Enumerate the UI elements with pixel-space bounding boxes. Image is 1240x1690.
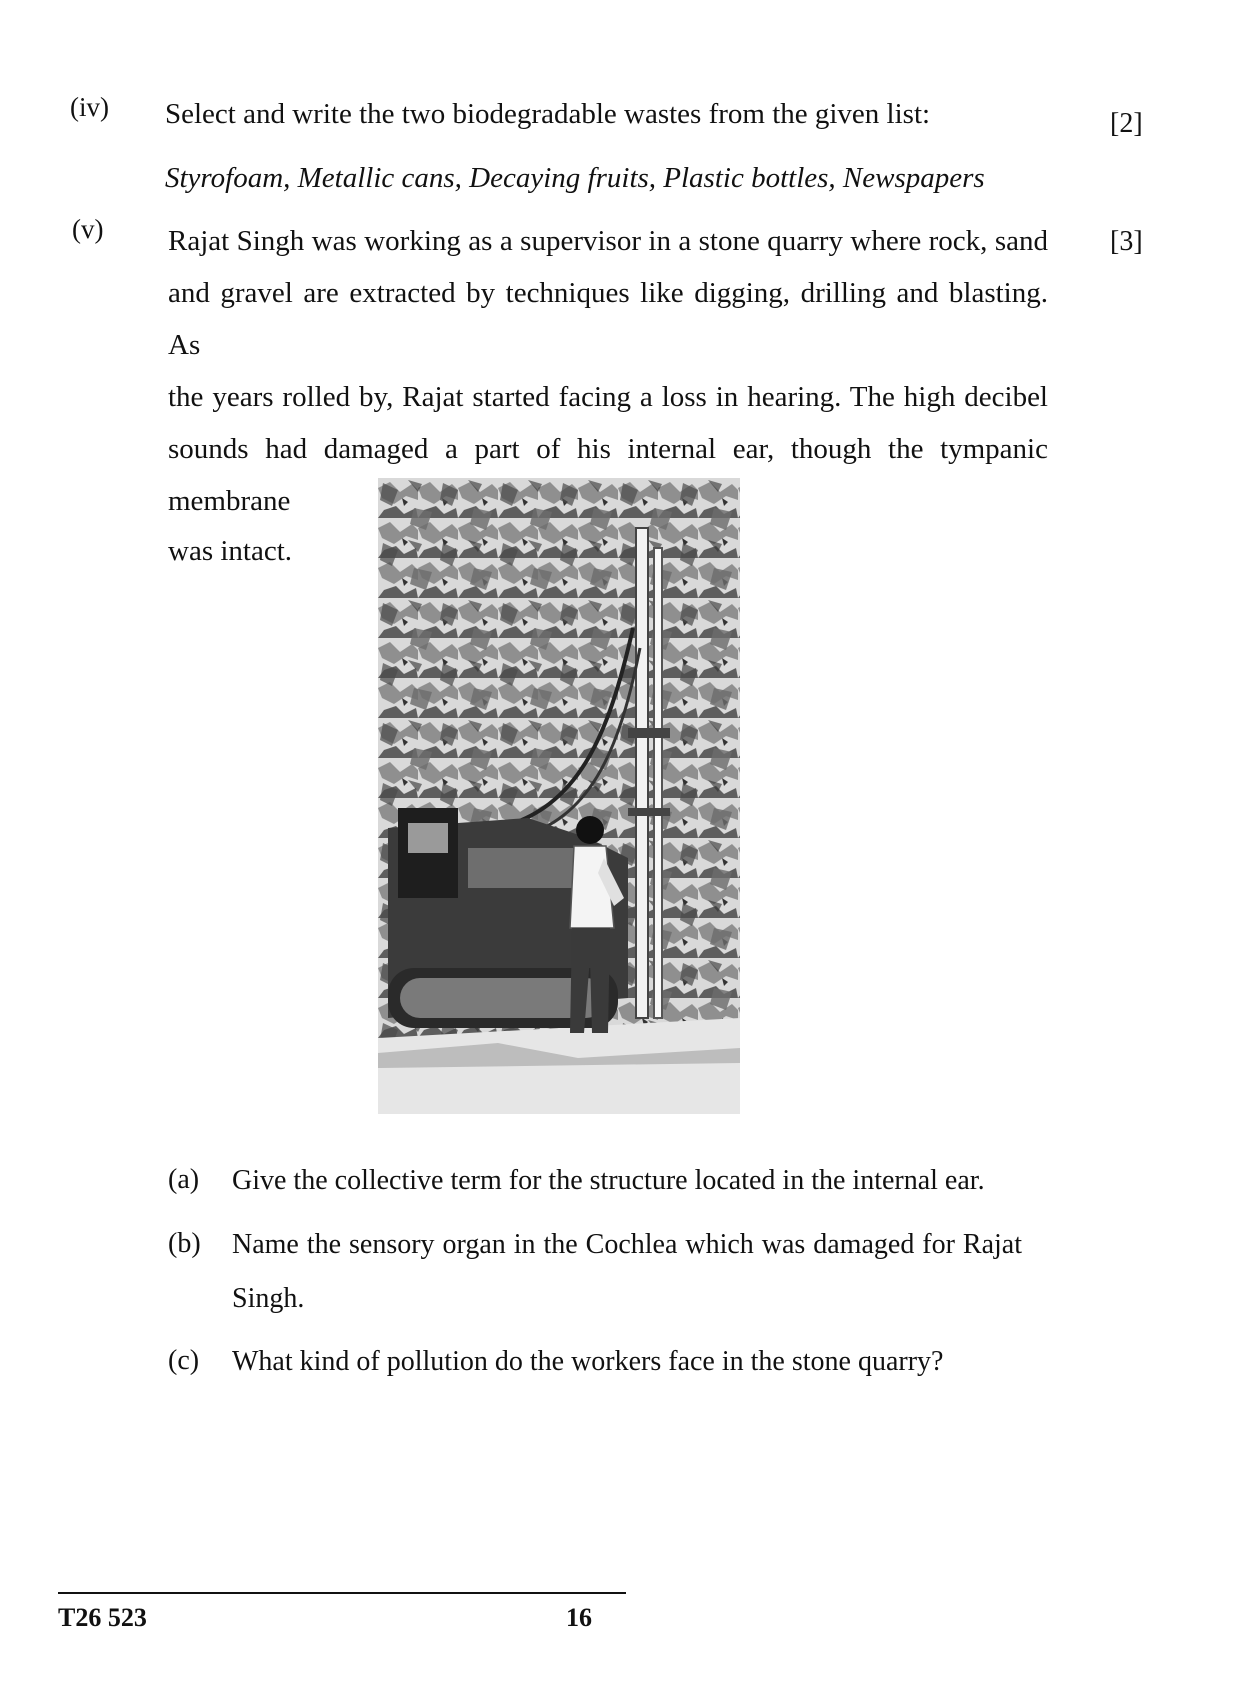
passage-line: was intact. xyxy=(168,535,293,567)
subpart-label-a: (a) xyxy=(168,1164,200,1195)
passage-line: sounds had damaged a part of his internal ear, though the tympanic membrane xyxy=(168,433,1048,517)
marks-iv: [2] xyxy=(1110,108,1143,139)
quarry-photo xyxy=(378,478,740,1114)
passage-line: and gravel are extracted by techniques like digging, drilling and blasting. As xyxy=(168,277,1048,361)
marks-v: [3] xyxy=(1110,226,1143,257)
subpart-b-text xyxy=(232,1218,1022,1326)
question-number-iv: (iv) xyxy=(70,92,109,122)
passage-line: the years rolled by, Rajat started facing a loss in hearing. The high decibel xyxy=(168,381,1048,413)
page-number: 16 xyxy=(566,1603,592,1632)
subpart-line: Give the collective term for the structure located in the internal ear. xyxy=(232,1165,985,1196)
subpart-line: What kind of pollution do the workers face in the stone quarry? xyxy=(232,1346,944,1377)
subpart-a-text xyxy=(232,1154,1032,1208)
question-iv-text: Select and write the two biodegradable wastes from the given list: xyxy=(165,98,931,130)
subpart-label-b: (b) xyxy=(168,1228,201,1259)
footer-divider xyxy=(58,1592,626,1594)
paper-code: T26 523 xyxy=(58,1603,147,1632)
passage-line: Rajat Singh was working as a supervisor in a stone quarry where rock, sand xyxy=(168,225,1048,257)
waste-list: Styrofoam, Metallic cans, Decaying fruits, Plastic bottles, Newspapers xyxy=(165,162,985,194)
subpart-line: Singh. xyxy=(232,1283,305,1314)
question-number-v: (v) xyxy=(72,214,104,244)
subpart-c-text xyxy=(232,1335,1032,1389)
subpart-label-c: (c) xyxy=(168,1345,200,1376)
subpart-line: Name the sensory organ in the Cochlea which was damaged for Rajat xyxy=(232,1229,1022,1260)
